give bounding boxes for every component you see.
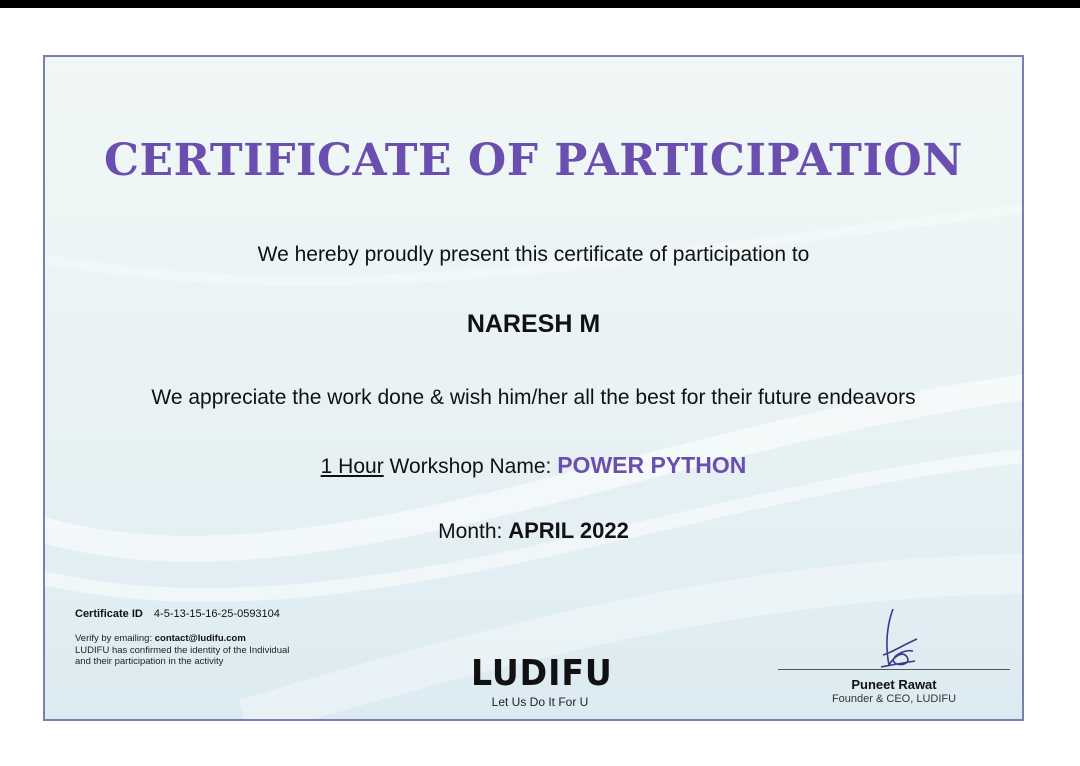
verify-block (75, 633, 305, 668)
month-line (45, 518, 1022, 544)
signature-line (778, 669, 1010, 670)
month-label: Month: (438, 520, 503, 543)
certificate-card (43, 55, 1024, 721)
certificate-id-label: Certificate ID (75, 608, 143, 620)
certificate-id: 4-5-13-15-16-25-0593104 (153, 608, 280, 620)
workshop-label: Workshop Name: (389, 455, 552, 478)
workshop-line (45, 452, 1022, 479)
verify-email[interactable]: contact@ludifu.com (154, 633, 246, 644)
logo-wordmark: LUDIFU (471, 653, 613, 694)
verify-note: LUDIFU has confirmed the identity of the Individual and their participation in the activity (75, 644, 290, 667)
workshop-name: POWER PYTHON (557, 452, 747, 478)
logo-tagline: Let Us Do It For U (491, 695, 589, 709)
signatory-name: Puneet Rawat (851, 677, 937, 692)
top-bar (0, 0, 1080, 8)
verify-label: Verify by emailing: (75, 633, 153, 644)
signatory-role: Founder & CEO, LUDIFU (831, 693, 957, 705)
certificate-id-line (75, 608, 280, 620)
month-value: APRIL 2022 (508, 518, 629, 543)
present-text: We hereby proudly present this certificate of participation to (257, 243, 810, 266)
appreciation-text: We appreciate the work done & wish him/her all the best for their future endeavors (151, 386, 916, 409)
ludifu-logo (465, 655, 615, 709)
workshop-duration: 1 Hour (320, 455, 384, 478)
signature-icon (873, 605, 923, 673)
recipient-name: NARESH M (466, 310, 601, 338)
certificate-title: CERTIFICATE OF PARTICIPATION (104, 135, 963, 186)
